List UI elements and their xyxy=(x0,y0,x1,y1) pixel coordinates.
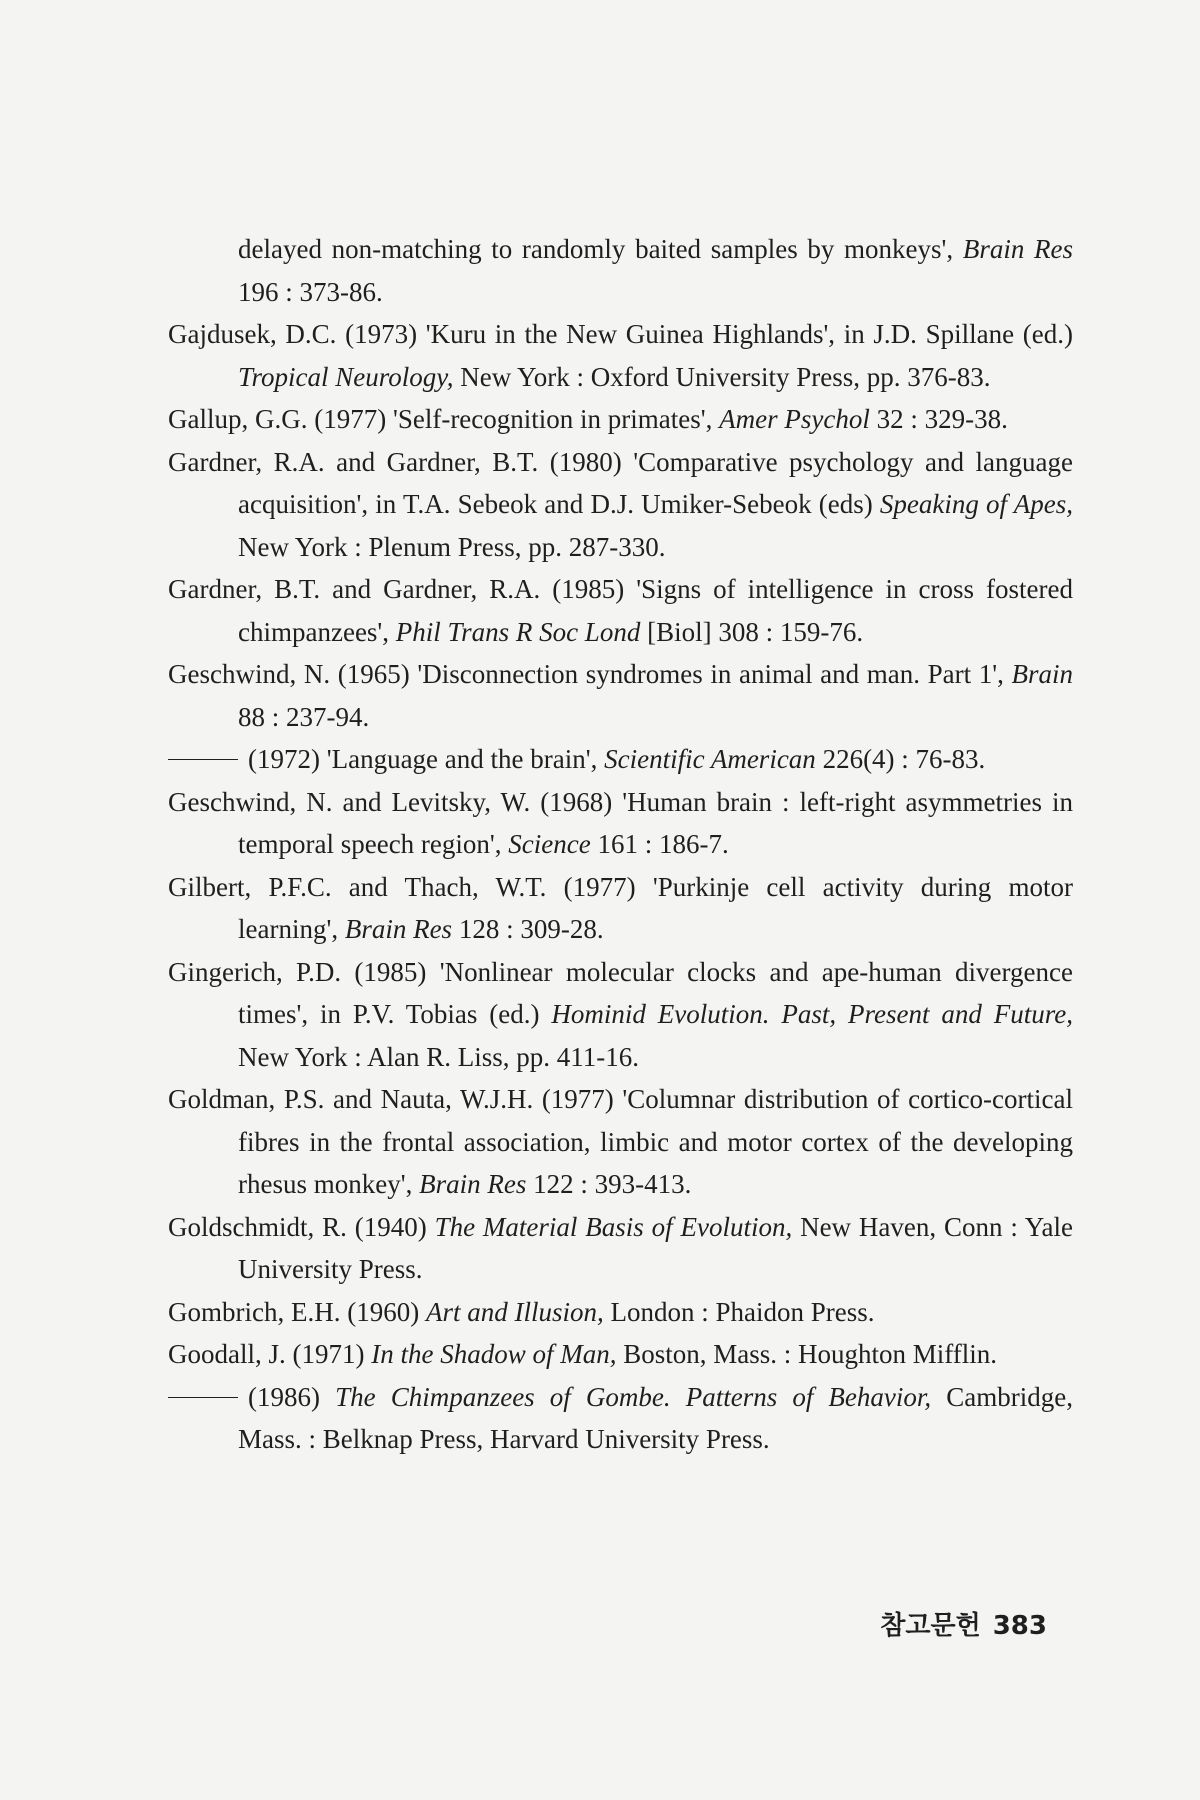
reference-text: 88 : 237-94. xyxy=(238,701,370,732)
reference-entry xyxy=(168,313,1073,398)
reference-text: New Haven, Conn : Yale University Press. xyxy=(238,1211,1073,1284)
reference-text: London : Phaidon Press. xyxy=(603,1296,875,1327)
reference-text: Geschwind, N. (1965) 'Disconnection syndromes in animal and man. Part 1', xyxy=(168,659,1012,689)
reference-title: Science xyxy=(508,829,591,859)
reference-title: Amer Psychol xyxy=(719,404,870,434)
same-author-dash xyxy=(168,1397,238,1398)
reference-text: New York : Plenum Press, pp. 287-330. xyxy=(238,531,666,562)
reference-entry xyxy=(168,1206,1073,1291)
reference-text: New York : Oxford University Press, pp. 376-83. xyxy=(453,361,991,392)
reference-title: Art and Illusion, xyxy=(425,1296,604,1327)
reference-title: Brain xyxy=(1011,659,1073,689)
reference-entry xyxy=(168,951,1073,1079)
reference-title: Phil Trans R Soc Lond xyxy=(395,616,641,647)
reference-entry xyxy=(168,1376,1073,1461)
reference-text: Gingerich, P.D. (1985) 'Nonlinear molecular clocks and ape-human divergence times', in P.V. Tobias (ed.) xyxy=(168,956,1073,1029)
reference-entry xyxy=(168,1333,1073,1376)
reference-text: 196 : 373-86. xyxy=(238,276,383,307)
reference-text: New York : Alan R. Liss, pp. 411-16. xyxy=(238,1041,640,1072)
reference-text: (1972) 'Language and the brain', xyxy=(248,744,605,774)
reference-title: Hominid Evolution. Past, Present and Future, xyxy=(551,999,1073,1029)
reference-title: Tropical Neurology, xyxy=(238,361,454,392)
reference-text: 161 : 186-7. xyxy=(590,829,729,859)
reference-text: Goodall, J. (1971) xyxy=(168,1339,372,1369)
reference-text: Gilbert, P.F.C. and Thach, W.T. (1977) 'Purkinje cell activity during motor learning', xyxy=(168,871,1073,944)
reference-text: 32 : 329-38. xyxy=(869,404,1008,434)
reference-text: Boston, Mass. : Houghton Mifflin. xyxy=(616,1339,997,1369)
reference-text: [Biol] 308 : 159-76. xyxy=(640,616,864,647)
page-footer xyxy=(880,1605,1047,1642)
reference-entry xyxy=(168,228,1073,313)
page-number: 383 xyxy=(992,1611,1047,1641)
reference-title: Scientific American xyxy=(604,744,816,774)
reference-title: Brain Res xyxy=(344,914,453,944)
reference-entry xyxy=(168,1291,1073,1334)
reference-title: Brain Res xyxy=(962,234,1073,264)
reference-entry xyxy=(168,441,1073,569)
reference-title: The Material Basis of Evolution, xyxy=(434,1211,793,1242)
reference-text: Cambridge, Mass. : Belknap Press, Harvard University Press. xyxy=(238,1381,1073,1454)
reference-text: delayed non-matching to randomly baited samples by monkeys', xyxy=(238,234,963,264)
reference-text: Gallup, G.G. (1977) 'Self-recognition in primates', xyxy=(168,404,720,434)
same-author-dash xyxy=(168,759,238,760)
reference-entry xyxy=(168,866,1073,951)
reference-entry xyxy=(168,653,1073,738)
reference-text: 122 : 393-413. xyxy=(526,1169,692,1199)
section-label: 참고문헌 xyxy=(880,1611,981,1641)
reference-title: The Chimpanzees of Gombe. Patterns of Behavior, xyxy=(335,1381,932,1412)
reference-text: Geschwind, N. and Levitsky, W. (1968) 'Human brain : left-right asymmetries in temporal speech region', xyxy=(168,786,1073,859)
reference-text: 128 : 309-28. xyxy=(452,914,604,944)
reference-text: (1986) xyxy=(248,1381,336,1412)
reference-entry xyxy=(168,781,1073,866)
reference-title: In the Shadow of Man, xyxy=(371,1339,617,1369)
reference-text: 226(4) : 76-83. xyxy=(815,744,986,774)
reference-text: Gardner, B.T. and Gardner, R.A. (1985) 'Signs of intelligence in cross fostered chimpanzees', xyxy=(168,574,1073,647)
reference-entry xyxy=(168,398,1073,441)
reference-text: Goldman, P.S. and Nauta, W.J.H. (1977) 'Columnar distribution of cortico-cortical fibres in the frontal association, limbic and motor cortex of the developing rhesus monkey', xyxy=(168,1084,1073,1199)
reference-text: Gardner, R.A. and Gardner, B.T. (1980) 'Comparative psychology and language acquisition', in T.A. Sebeok and D.J. Umiker-Sebeok (eds) xyxy=(168,446,1073,519)
reference-title: Speaking of Apes, xyxy=(879,489,1073,519)
reference-entry xyxy=(168,738,1073,781)
reference-text: Gombrich, E.H. (1960) xyxy=(168,1296,426,1327)
reference-list xyxy=(168,228,1073,1461)
reference-title: Brain Res xyxy=(419,1169,527,1199)
reference-text: Gajdusek, D.C. (1973) 'Kuru in the New Guinea Highlands', in J.D. Spillane (ed.) xyxy=(168,319,1073,349)
reference-entry xyxy=(168,1078,1073,1206)
reference-entry xyxy=(168,568,1073,653)
reference-text: Goldschmidt, R. (1940) xyxy=(168,1211,435,1242)
